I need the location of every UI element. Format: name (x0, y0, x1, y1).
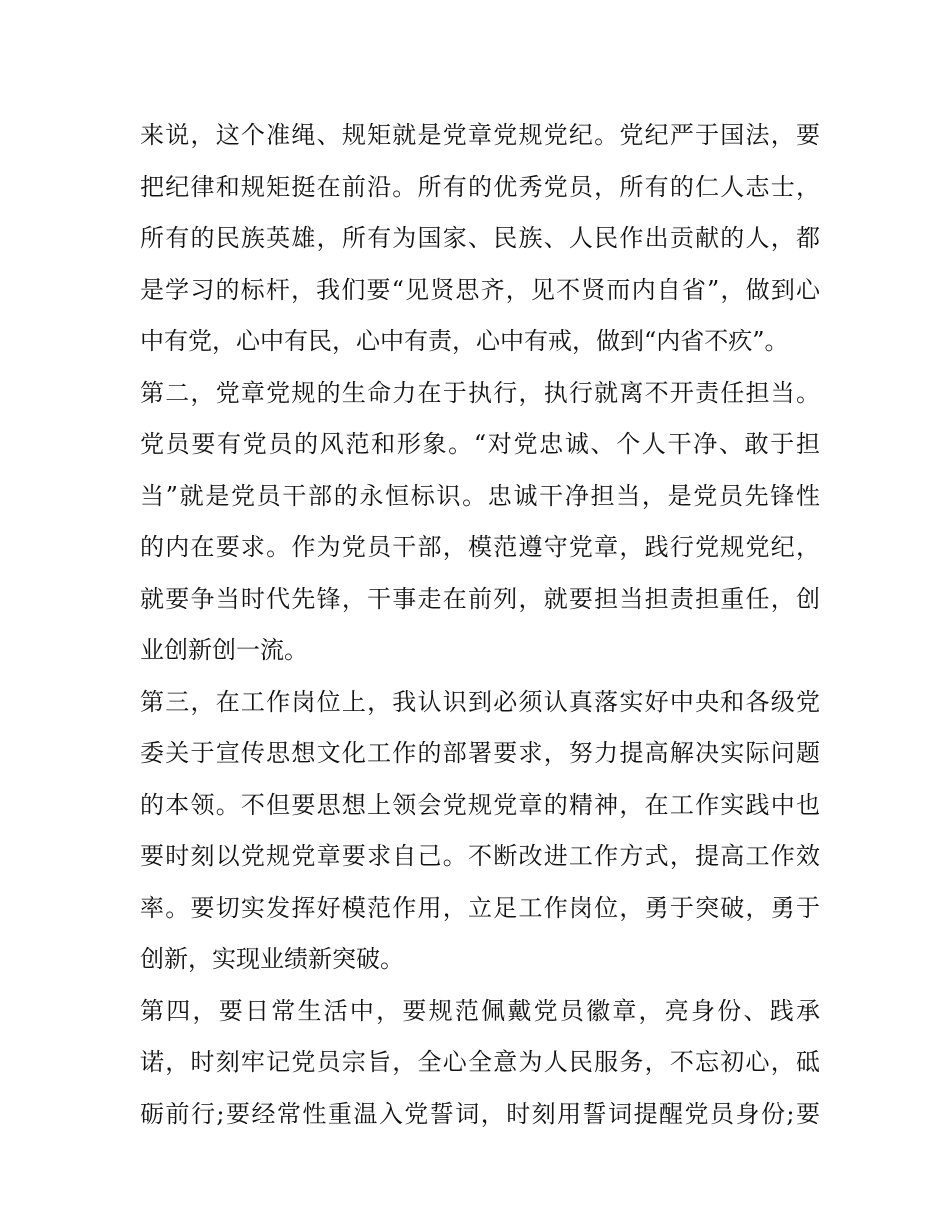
text-line: 中有党，心中有民，心中有责，心中有戒，做到“内省不疚”。 (140, 327, 789, 355)
text-line: 要时刻以党规党章要求自己。不断改进工作方式，提高工作效 (140, 842, 820, 870)
document-body (140, 110, 820, 1140)
paragraph (140, 677, 820, 986)
text-line: 诺，时刻牢记党员宗旨，全心全意为人民服务，不忘初心，砥 (140, 1048, 820, 1076)
text-line: 的内在要求。作为党员干部，模范遵守党章，践行党规党纪， (140, 533, 820, 561)
text-line: 第三，在工作岗位上，我认识到必须认真落实好中央和各级党 (140, 687, 820, 716)
text-line: 率。要切实发挥好模范作用，立足工作岗位，勇于突破，勇于 (140, 893, 820, 922)
text-line: 当”就是党员干部的永恒标识。忠诚干净担当，是党员先锋性 (140, 481, 820, 510)
text-line: 就要争当时代先锋，干事走在前列，就要担当担责担重任，创 (140, 584, 820, 613)
text-line: 把纪律和规矩挺在前沿。所有的优秀党员，所有的仁人志士， (140, 172, 820, 201)
text-line: 是学习的标杆，我们要“见贤思齐，见不贤而内自省”，做到心 (140, 275, 820, 304)
text-line: 所有的民族英雄，所有为国家、民族、人民作出贡献的人，都 (140, 224, 820, 252)
paragraph (140, 986, 820, 1141)
paragraph (140, 368, 820, 677)
text-line: 委关于宣传思想文化工作的部署要求，努力提高解决实际问题 (140, 739, 820, 767)
paragraph (140, 110, 820, 368)
text-line: 来说，这个准绳、规矩就是党章党规党纪。党纪严于国法，要 (140, 121, 820, 149)
text-line: 党员要有党员的风范和形象。“对党忠诚、个人干净、敢于担 (140, 430, 820, 458)
text-line: 业创新创一流。 (140, 636, 308, 664)
text-line: 的本领。不但要思想上领会党规党章的精神，在工作实践中也 (140, 790, 820, 819)
text-line: 创新，实现业绩新突破。 (140, 945, 404, 973)
text-line: 砺前行;要经常性重温入党誓词，时刻用誓词提醒党员身份;要 (140, 1099, 820, 1128)
text-line: 第四，要日常生活中，要规范佩戴党员徽章，亮身份、践承 (140, 996, 820, 1025)
text-line: 第二，党章党规的生命力在于执行，执行就离不开责任担当。 (140, 378, 820, 407)
